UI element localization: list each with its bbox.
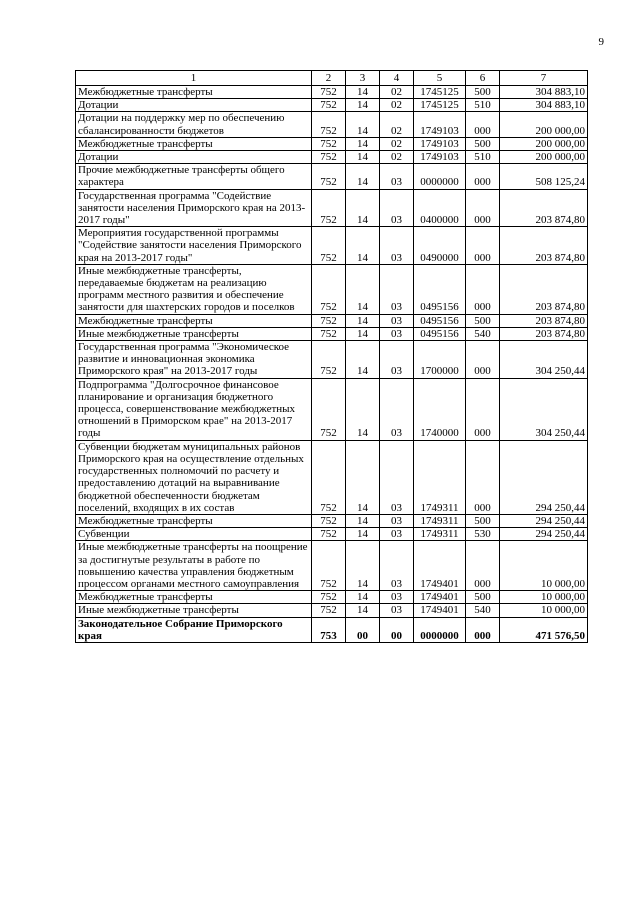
cell-name: Межбюджетные трансферты — [76, 137, 312, 150]
budget-table — [75, 70, 588, 643]
cell-expense-type: 000 — [466, 341, 500, 379]
cell-ministry-code: 752 — [312, 327, 346, 340]
cell-subsection-code: 03 — [380, 528, 414, 541]
cell-ministry-code: 752 — [312, 528, 346, 541]
cell-ministry-code: 752 — [312, 112, 346, 137]
cell-subsection-code: 03 — [380, 189, 414, 227]
cell-target-article: 0000000 — [414, 617, 466, 642]
cell-subsection-code: 03 — [380, 227, 414, 265]
cell-name: Государственная программа "Содействие занятости населения Приморского края на 2013-2017 годы" — [76, 189, 312, 227]
cell-amount: 294 250,44 — [500, 528, 588, 541]
header-cell: 2 — [312, 71, 346, 86]
cell-target-article: 1749311 — [414, 440, 466, 514]
cell-ministry-code: 752 — [312, 164, 346, 189]
cell-ministry-code: 752 — [312, 189, 346, 227]
cell-section-code: 14 — [346, 591, 380, 604]
cell-section-code: 14 — [346, 514, 380, 527]
cell-target-article: 1749401 — [414, 604, 466, 617]
cell-expense-type: 000 — [466, 617, 500, 642]
header-cell: 4 — [380, 71, 414, 86]
cell-target-article: 0495156 — [414, 314, 466, 327]
cell-amount: 10 000,00 — [500, 591, 588, 604]
cell-ministry-code: 752 — [312, 151, 346, 164]
cell-section-code: 14 — [346, 86, 380, 99]
cell-target-article: 1749311 — [414, 514, 466, 527]
table-row — [76, 617, 588, 642]
cell-ministry-code: 752 — [312, 514, 346, 527]
cell-expense-type: 500 — [466, 137, 500, 150]
header-cell: 3 — [346, 71, 380, 86]
cell-subsection-code: 02 — [380, 151, 414, 164]
cell-subsection-code: 03 — [380, 541, 414, 591]
cell-target-article: 1749103 — [414, 151, 466, 164]
cell-amount: 304 883,10 — [500, 99, 588, 112]
cell-section-code: 14 — [346, 378, 380, 440]
table-row — [76, 189, 588, 227]
cell-expense-type: 000 — [466, 378, 500, 440]
cell-subsection-code: 03 — [380, 341, 414, 379]
cell-subsection-code: 03 — [380, 378, 414, 440]
table-row — [76, 112, 588, 137]
cell-expense-type: 000 — [466, 264, 500, 314]
cell-ministry-code: 752 — [312, 440, 346, 514]
cell-expense-type: 530 — [466, 528, 500, 541]
cell-amount: 200 000,00 — [500, 112, 588, 137]
cell-name: Межбюджетные трансферты — [76, 514, 312, 527]
cell-amount: 304 883,10 — [500, 86, 588, 99]
table-row — [76, 604, 588, 617]
cell-target-article: 1700000 — [414, 341, 466, 379]
cell-amount: 200 000,00 — [500, 151, 588, 164]
cell-expense-type: 000 — [466, 189, 500, 227]
cell-expense-type: 540 — [466, 604, 500, 617]
cell-ministry-code: 752 — [312, 137, 346, 150]
table-row — [76, 164, 588, 189]
cell-name: Межбюджетные трансферты — [76, 314, 312, 327]
cell-name: Межбюджетные трансферты — [76, 591, 312, 604]
cell-ministry-code: 752 — [312, 604, 346, 617]
cell-subsection-code: 03 — [380, 604, 414, 617]
cell-name: Субвенции — [76, 528, 312, 541]
cell-name: Дотации на поддержку мер по обеспечению сбалансированности бюджетов — [76, 112, 312, 137]
cell-section-code: 14 — [346, 137, 380, 150]
cell-section-code: 14 — [346, 264, 380, 314]
table-row — [76, 514, 588, 527]
cell-expense-type: 500 — [466, 314, 500, 327]
table-row — [76, 440, 588, 514]
cell-ministry-code: 753 — [312, 617, 346, 642]
cell-amount: 294 250,44 — [500, 440, 588, 514]
cell-ministry-code: 752 — [312, 341, 346, 379]
cell-amount: 304 250,44 — [500, 341, 588, 379]
cell-ministry-code: 752 — [312, 314, 346, 327]
cell-expense-type: 500 — [466, 591, 500, 604]
cell-section-code: 14 — [346, 151, 380, 164]
cell-target-article: 1749103 — [414, 137, 466, 150]
table-row — [76, 378, 588, 440]
table-row — [76, 99, 588, 112]
cell-expense-type: 000 — [466, 164, 500, 189]
cell-name: Иные межбюджетные трансферты на поощрение за достигнутые результаты в работе по повышению качества управления бюджетным процессом органами местного самоуправления — [76, 541, 312, 591]
cell-name: Государственная программа "Экономическое развитие и инновационная экономика Приморского края" на 2013-2017 годы — [76, 341, 312, 379]
cell-expense-type: 000 — [466, 440, 500, 514]
header-cell: 5 — [414, 71, 466, 86]
cell-target-article: 0495156 — [414, 327, 466, 340]
table-row — [76, 264, 588, 314]
header-row — [76, 71, 588, 86]
header-cell: 6 — [466, 71, 500, 86]
cell-section-code: 14 — [346, 341, 380, 379]
page-number: 9 — [598, 36, 604, 48]
table-row — [76, 528, 588, 541]
cell-subsection-code: 03 — [380, 440, 414, 514]
header-cell: 7 — [500, 71, 588, 86]
cell-section-code: 00 — [346, 617, 380, 642]
cell-amount: 10 000,00 — [500, 604, 588, 617]
cell-subsection-code: 03 — [380, 514, 414, 527]
cell-subsection-code: 02 — [380, 137, 414, 150]
cell-section-code: 14 — [346, 604, 380, 617]
cell-expense-type: 500 — [466, 86, 500, 99]
header-cell: 1 — [76, 71, 312, 86]
cell-amount: 10 000,00 — [500, 541, 588, 591]
cell-ministry-code: 752 — [312, 227, 346, 265]
cell-amount: 508 125,24 — [500, 164, 588, 189]
cell-name: Иные межбюджетные трансферты — [76, 604, 312, 617]
cell-amount: 471 576,50 — [500, 617, 588, 642]
cell-amount: 203 874,80 — [500, 264, 588, 314]
table-row — [76, 327, 588, 340]
cell-section-code: 14 — [346, 327, 380, 340]
cell-ministry-code: 752 — [312, 541, 346, 591]
cell-section-code: 14 — [346, 440, 380, 514]
cell-target-article: 1749401 — [414, 541, 466, 591]
cell-target-article: 1749311 — [414, 528, 466, 541]
cell-subsection-code: 03 — [380, 314, 414, 327]
cell-amount: 203 874,80 — [500, 327, 588, 340]
cell-name: Межбюджетные трансферты — [76, 86, 312, 99]
cell-section-code: 14 — [346, 189, 380, 227]
cell-name: Дотации — [76, 99, 312, 112]
cell-section-code: 14 — [346, 227, 380, 265]
cell-name: Иные межбюджетные трансферты — [76, 327, 312, 340]
cell-name: Законодательное Собрание Приморского края — [76, 617, 312, 642]
table-row — [76, 341, 588, 379]
cell-amount: 203 874,80 — [500, 314, 588, 327]
cell-ministry-code: 752 — [312, 591, 346, 604]
cell-section-code: 14 — [346, 528, 380, 541]
cell-ministry-code: 752 — [312, 99, 346, 112]
cell-amount: 203 874,80 — [500, 227, 588, 265]
cell-target-article: 0495156 — [414, 264, 466, 314]
table-row — [76, 86, 588, 99]
cell-name: Мероприятия государственной программы "Содействие занятости населения Приморского края на 2013-2017 годы" — [76, 227, 312, 265]
cell-section-code: 14 — [346, 164, 380, 189]
cell-subsection-code: 03 — [380, 591, 414, 604]
cell-section-code: 14 — [346, 541, 380, 591]
cell-amount: 304 250,44 — [500, 378, 588, 440]
cell-name: Субвенции бюджетам муниципальных районов Приморского края на осуществление отдельных государственных полномочий по расчету и предоставлению дотаций на выравнивание бюджетной обеспеченности бюджетам поселений, входящих в их состав — [76, 440, 312, 514]
cell-subsection-code: 03 — [380, 264, 414, 314]
table-row — [76, 591, 588, 604]
cell-expense-type: 000 — [466, 227, 500, 265]
cell-expense-type: 000 — [466, 541, 500, 591]
cell-target-article: 1749103 — [414, 112, 466, 137]
cell-section-code: 14 — [346, 314, 380, 327]
cell-subsection-code: 02 — [380, 99, 414, 112]
cell-amount: 294 250,44 — [500, 514, 588, 527]
cell-expense-type: 540 — [466, 327, 500, 340]
cell-subsection-code: 02 — [380, 86, 414, 99]
table-row — [76, 314, 588, 327]
cell-subsection-code: 03 — [380, 164, 414, 189]
cell-ministry-code: 752 — [312, 378, 346, 440]
cell-expense-type: 510 — [466, 151, 500, 164]
cell-subsection-code: 00 — [380, 617, 414, 642]
table-row — [76, 227, 588, 265]
cell-ministry-code: 752 — [312, 264, 346, 314]
cell-target-article: 0000000 — [414, 164, 466, 189]
cell-target-article: 0400000 — [414, 189, 466, 227]
cell-subsection-code: 03 — [380, 327, 414, 340]
cell-name: Подпрограмма "Долгосрочное финансовое планирование и организация бюджетного процесса, совершенствование межбюджетных отношений в Приморском крае" на 2013-2017 годы — [76, 378, 312, 440]
cell-expense-type: 500 — [466, 514, 500, 527]
cell-target-article: 1740000 — [414, 378, 466, 440]
cell-target-article: 1745125 — [414, 99, 466, 112]
table-body — [76, 86, 588, 643]
table-row — [76, 541, 588, 591]
cell-expense-type: 000 — [466, 112, 500, 137]
cell-expense-type: 510 — [466, 99, 500, 112]
cell-target-article: 0490000 — [414, 227, 466, 265]
cell-section-code: 14 — [346, 112, 380, 137]
cell-target-article: 1749401 — [414, 591, 466, 604]
table-row — [76, 151, 588, 164]
cell-ministry-code: 752 — [312, 86, 346, 99]
cell-name: Прочие межбюджетные трансферты общего характера — [76, 164, 312, 189]
table-row — [76, 137, 588, 150]
cell-name: Иные межбюджетные трансферты, передаваемые бюджетам на реализацию программ местного развития и обеспечение занятости для шахтерских городов и поселков — [76, 264, 312, 314]
cell-name: Дотации — [76, 151, 312, 164]
cell-subsection-code: 02 — [380, 112, 414, 137]
cell-amount: 200 000,00 — [500, 137, 588, 150]
cell-section-code: 14 — [346, 99, 380, 112]
cell-target-article: 1745125 — [414, 86, 466, 99]
cell-amount: 203 874,80 — [500, 189, 588, 227]
